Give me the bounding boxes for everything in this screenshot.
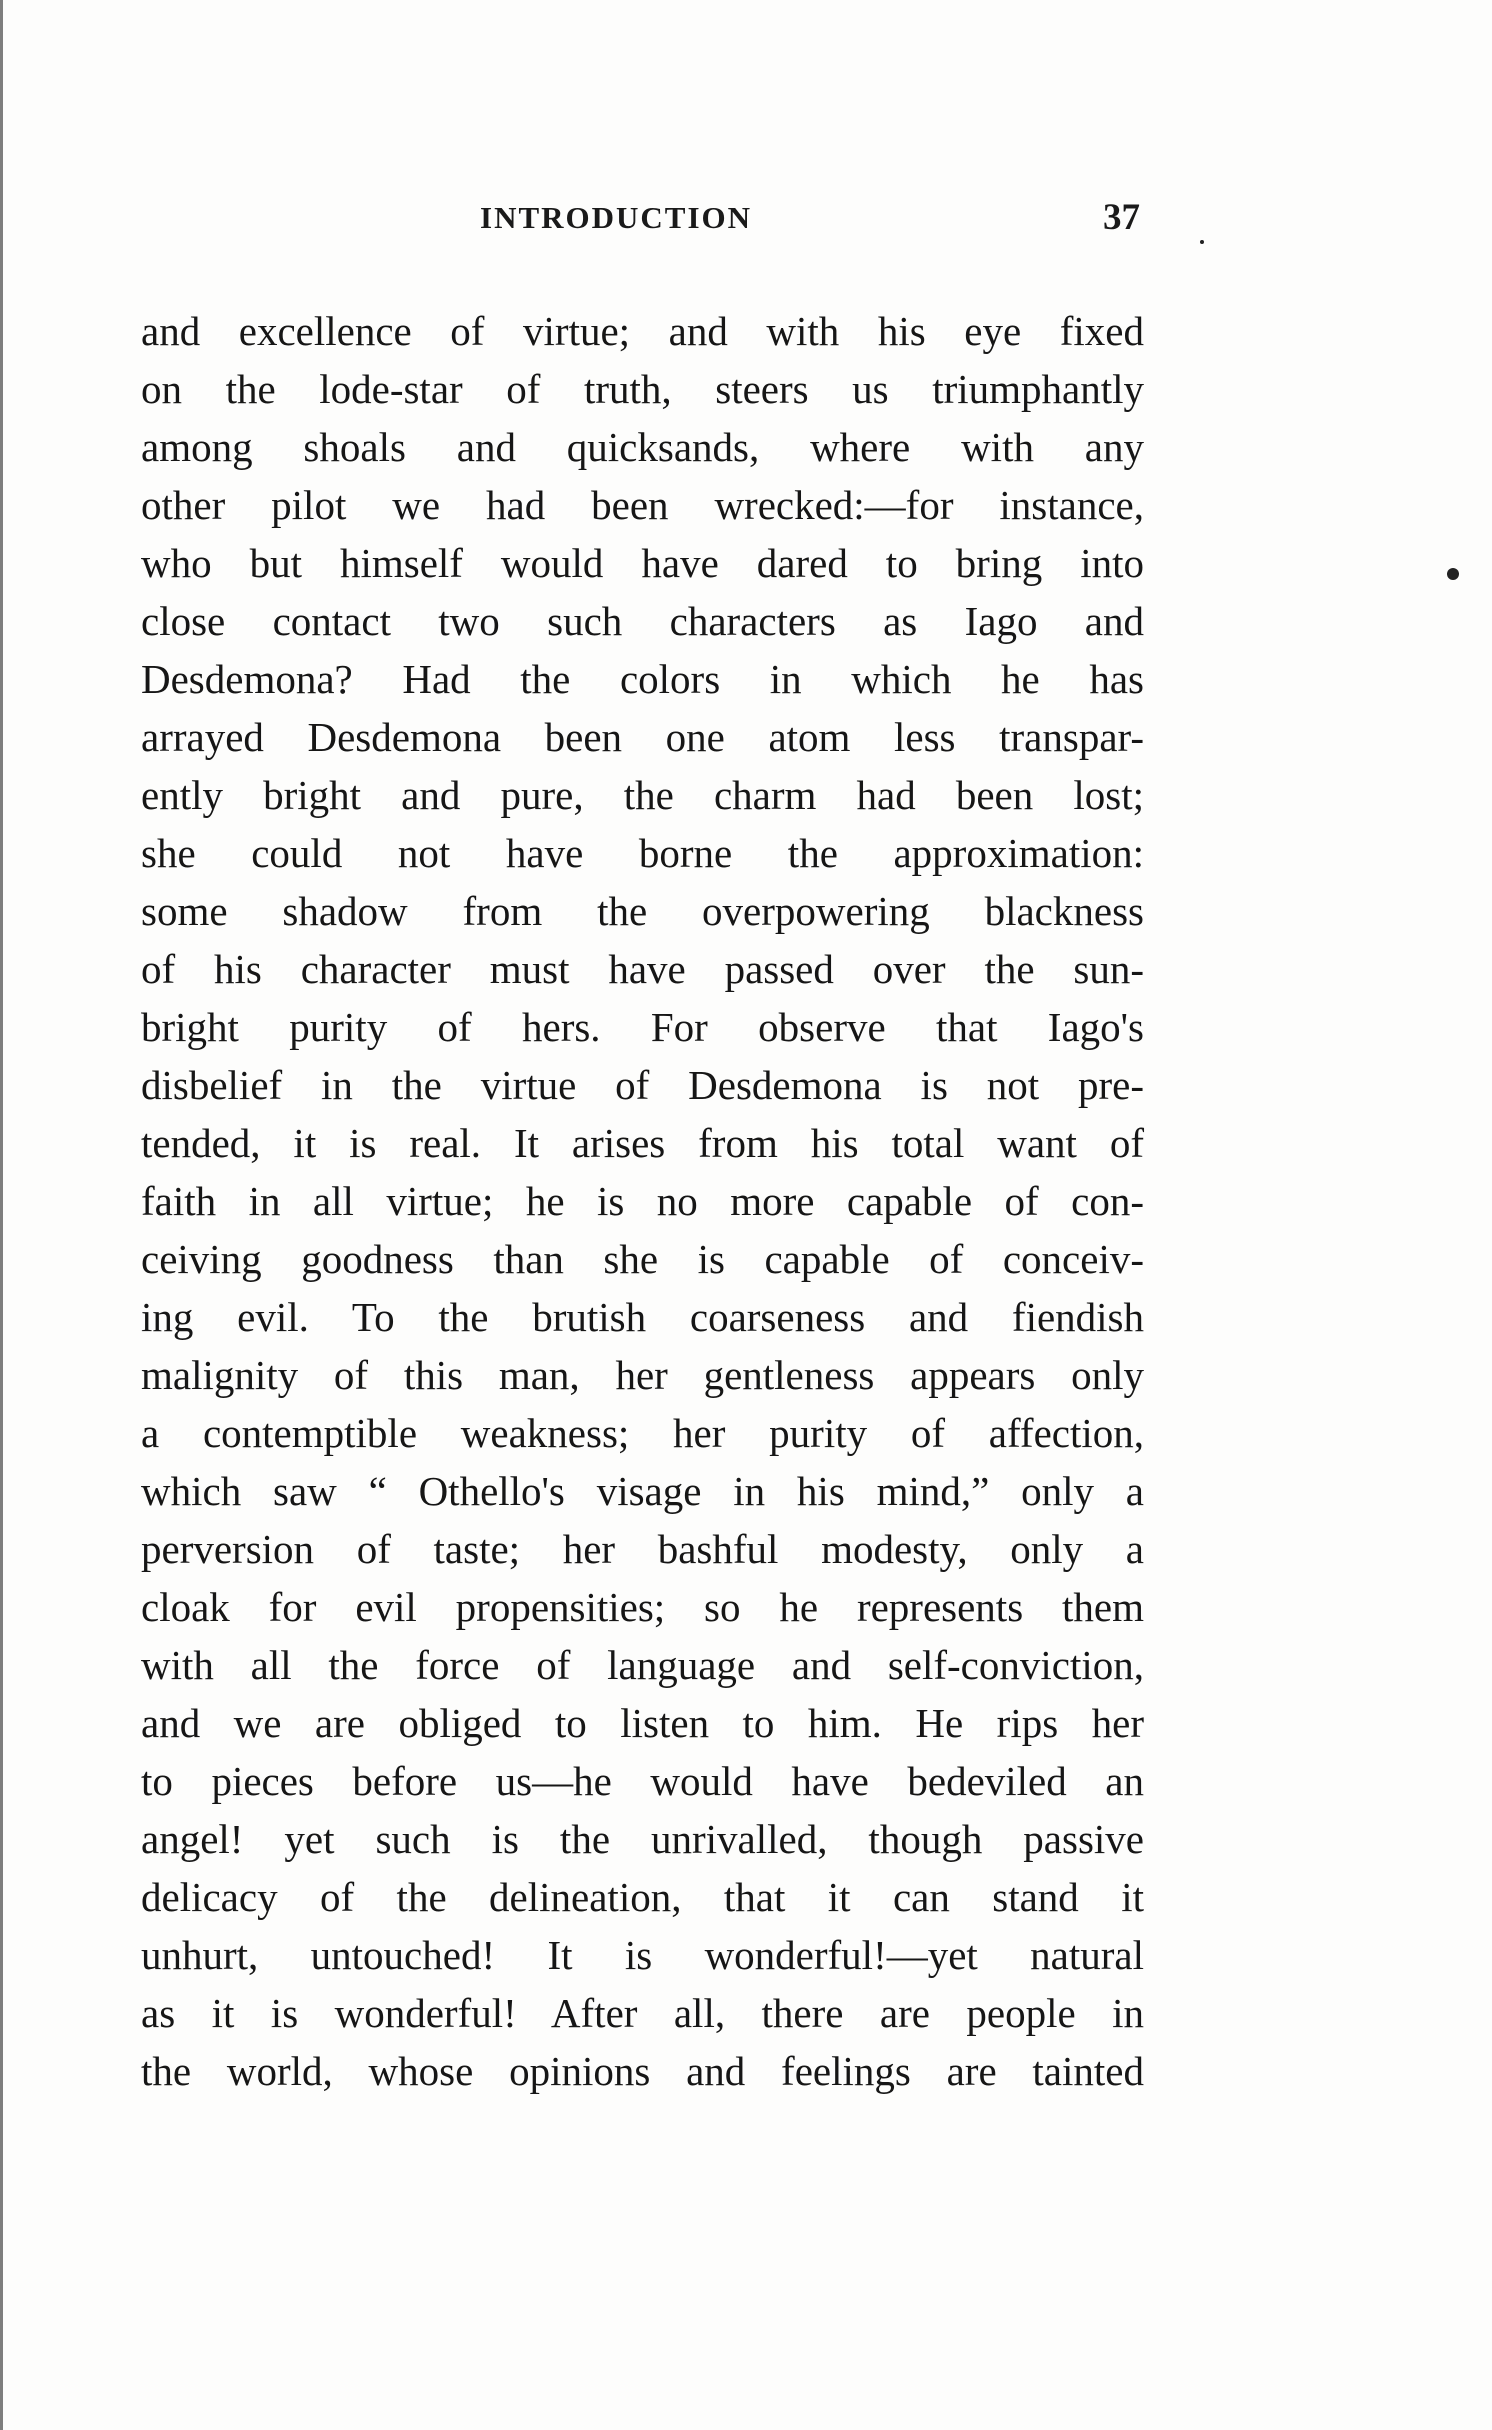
text-line: ceiving goodness than she is capable of conceiv- (141, 1236, 1144, 1282)
text-line: ing evil. To the brutish coarseness and fiendish (141, 1294, 1144, 1340)
text-line: among shoals and quicksands, where with any (141, 424, 1144, 470)
text-line: who but himself would have dared to bring into (141, 540, 1144, 586)
running-head (480, 197, 1140, 250)
running-title: INTRODUCTION (480, 200, 753, 235)
text-line: on the lode-star of truth, steers us triumphantly (141, 366, 1144, 412)
text-line: which saw “ Othello's visage in his mind,” only a (141, 1468, 1144, 1514)
ink-blot-mark (1447, 568, 1459, 580)
text-line: cloak for evil propensities; so he represents them (141, 1584, 1144, 1630)
speck-mark (1200, 240, 1204, 244)
text-line: other pilot we had been wrecked:—for instance, (141, 482, 1144, 528)
page-edge (0, 0, 3, 2430)
text-line: of his character must have passed over the sun- (141, 946, 1144, 992)
text-line: perversion of taste; her bashful modesty, only a (141, 1526, 1144, 1572)
text-line: malignity of this man, her gentleness appears only (141, 1352, 1144, 1398)
text-line: ently bright and pure, the charm had been lost; (141, 772, 1144, 818)
text-line: a contemptible weakness; her purity of affection, (141, 1410, 1144, 1456)
page-number: 37 (1103, 197, 1140, 238)
text-line: and excellence of virtue; and with his eye fixed (141, 308, 1144, 354)
text-line: delicacy of the delineation, that it can stand it (141, 1874, 1144, 1920)
text-line: to pieces before us—he would have bedeviled an (141, 1758, 1144, 1804)
text-line: with all the force of language and self-conviction, (141, 1642, 1144, 1688)
text-line: she could not have borne the approximation: (141, 830, 1144, 876)
text-line: unhurt, untouched! It is wonderful!—yet natural (141, 1932, 1144, 1978)
text-line: as it is wonderful! After all, there are people in (141, 1990, 1144, 2036)
text-line: bright purity of hers. For observe that Iago's (141, 1004, 1144, 1050)
text-line: Desdemona? Had the colors in which he has (141, 656, 1144, 702)
text-line: the world, whose opinions and feelings are tainted (141, 2048, 1144, 2094)
body-text (141, 302, 1144, 2100)
text-line: some shadow from the overpowering blackness (141, 888, 1144, 934)
text-line: close contact two such characters as Iago and (141, 598, 1144, 644)
text-line: disbelief in the virtue of Desdemona is not pre- (141, 1062, 1144, 1108)
text-line: tended, it is real. It arises from his total want of (141, 1120, 1144, 1166)
text-line: and we are obliged to listen to him. He rips her (141, 1700, 1144, 1746)
text-line: faith in all virtue; he is no more capable of con- (141, 1178, 1144, 1224)
text-line: arrayed Desdemona been one atom less transpar- (141, 714, 1144, 760)
text-line: angel! yet such is the unrivalled, though passive (141, 1816, 1144, 1862)
